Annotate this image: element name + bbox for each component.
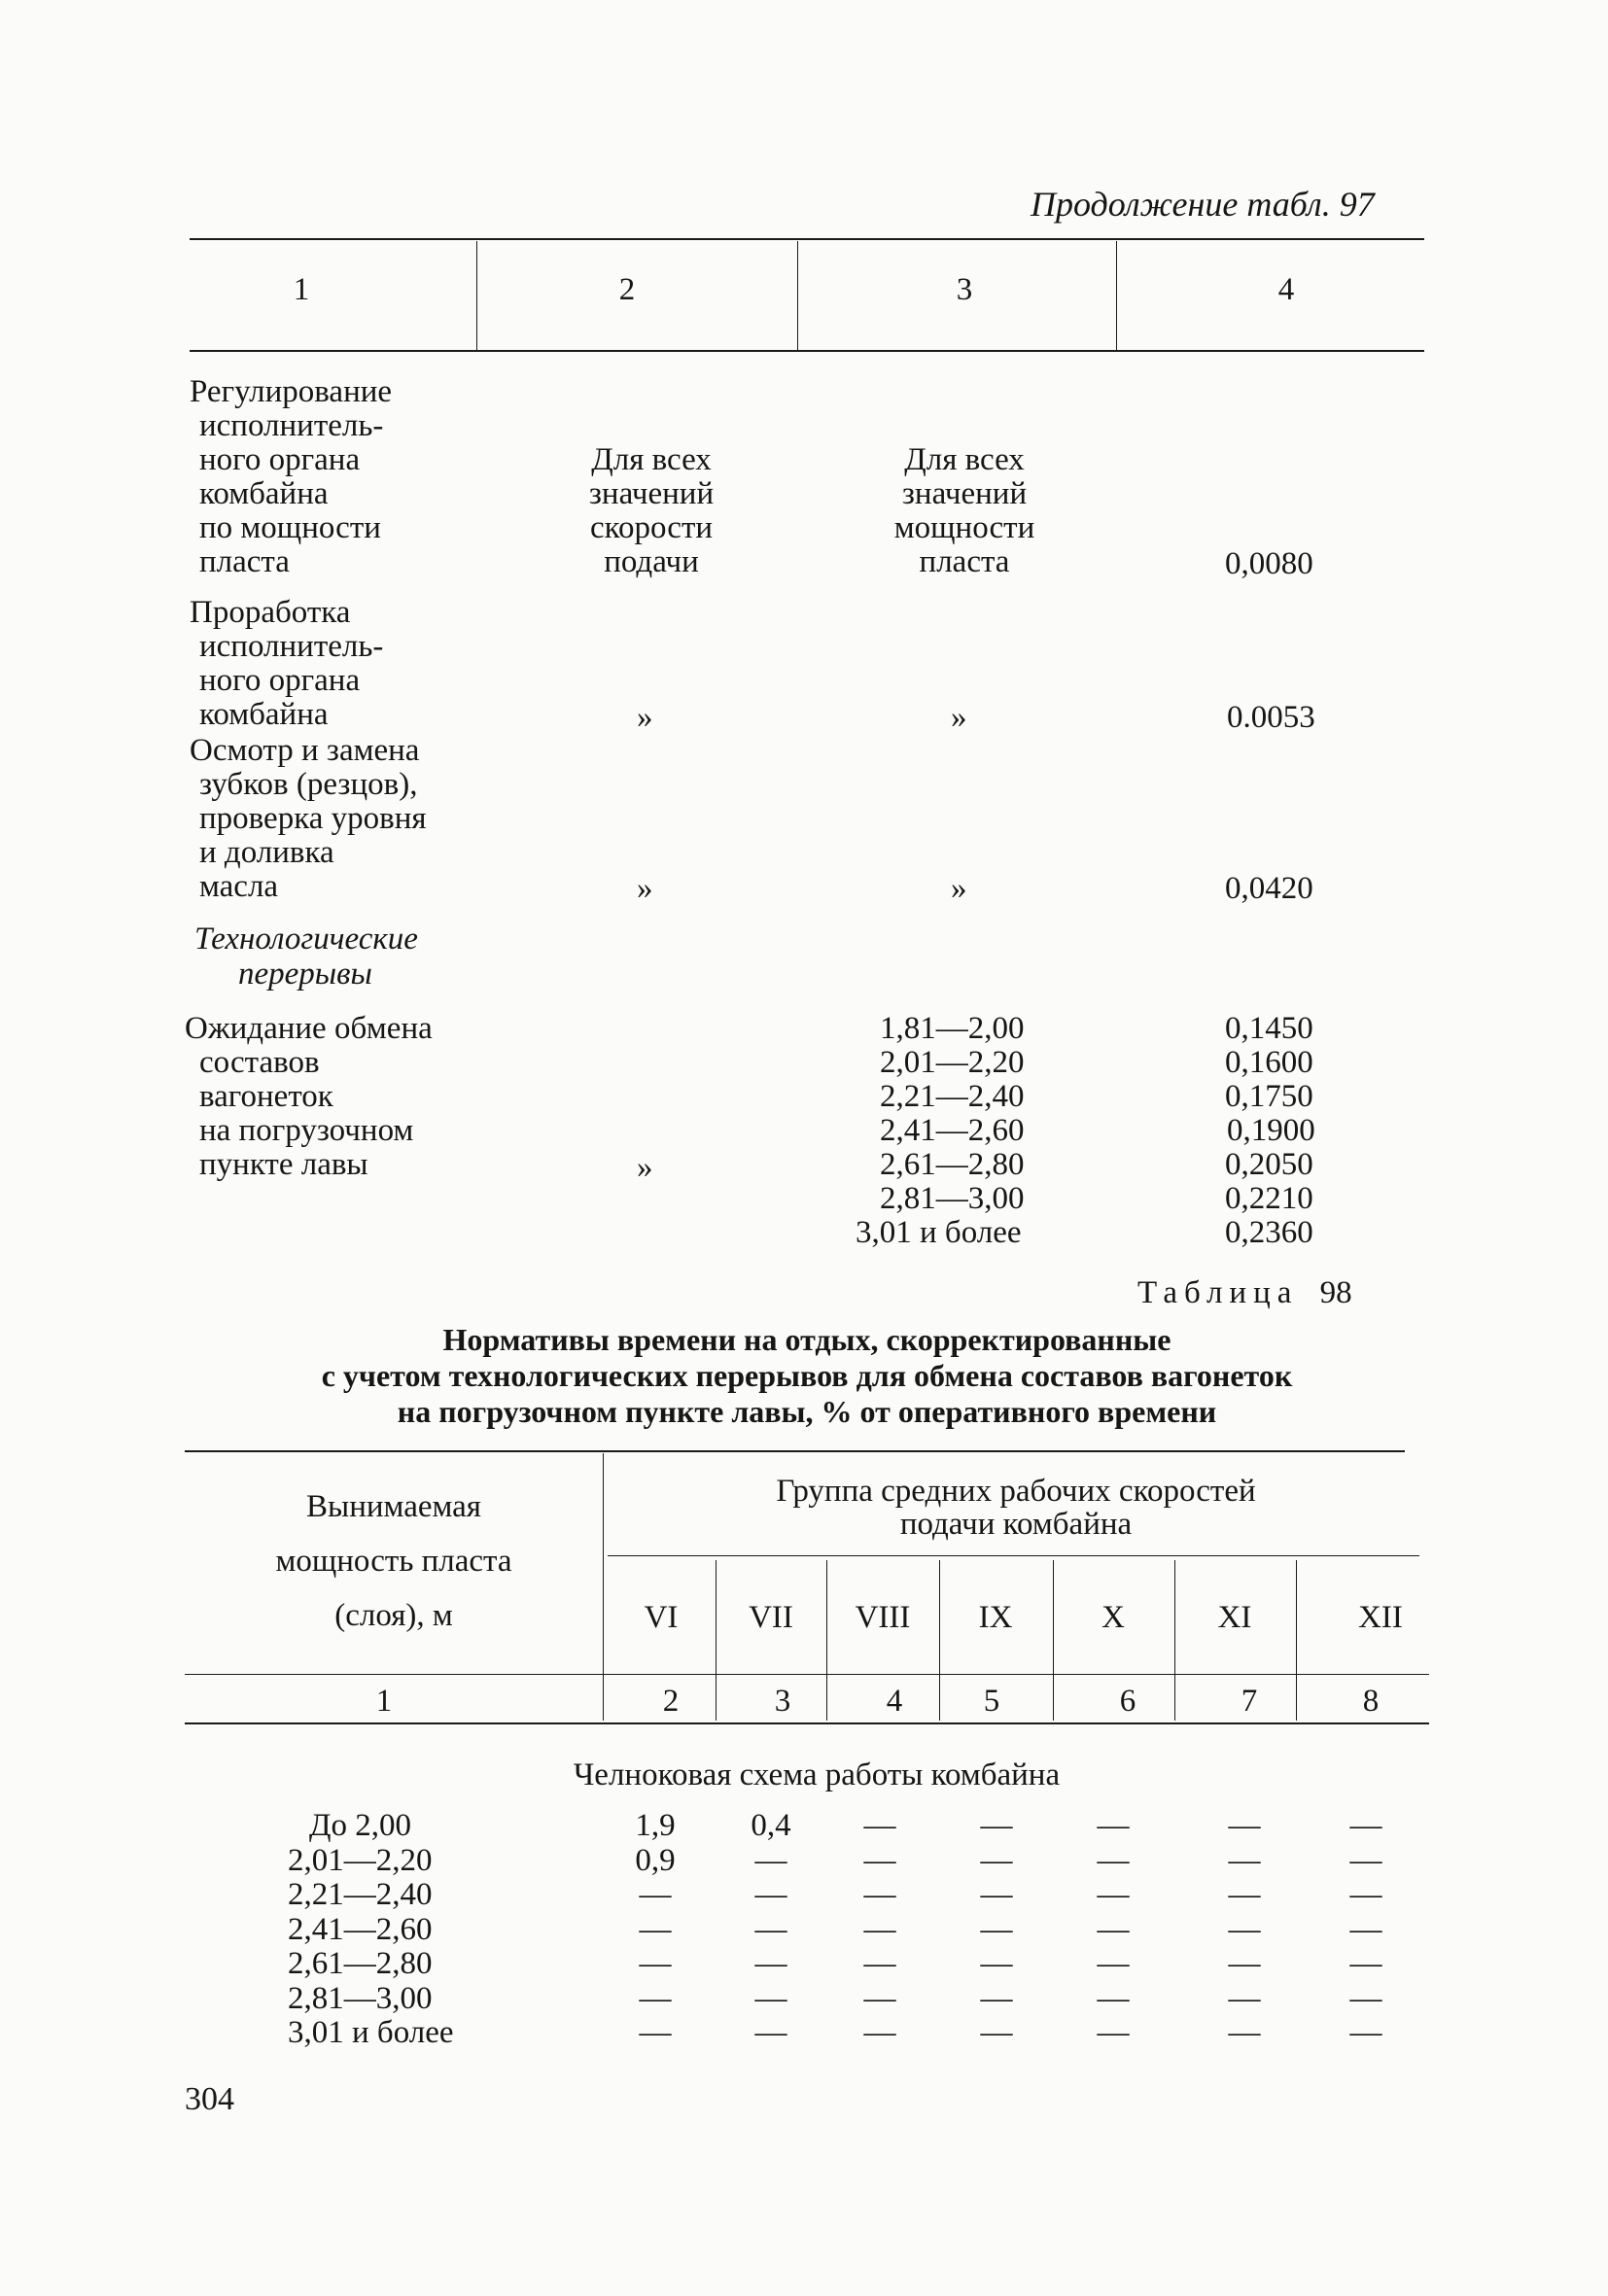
t98-head-left-l3: (слоя), м bbox=[334, 1598, 453, 1633]
t97-r5-c3-l1: 1,81—2,00 bbox=[880, 1011, 1025, 1046]
table-cell: — bbox=[980, 1946, 1013, 1981]
t98-colnum-rule bbox=[185, 1722, 1429, 1724]
table-cell: — bbox=[863, 1808, 896, 1843]
t98-left-divider bbox=[603, 1453, 604, 1721]
t97-r5-c3-l7: 3,01 и более bbox=[856, 1215, 1022, 1250]
t97-r2-c1-l2: исполнитель- bbox=[199, 629, 384, 664]
t97-r1-c3-l1: Для всех bbox=[904, 442, 1025, 477]
t98-colnum-1: 1 bbox=[375, 1684, 393, 1719]
t98-section-title: Челноковая схема работы комбайна bbox=[573, 1757, 1061, 1792]
t97-r3-c1-l4: и доливка bbox=[199, 835, 334, 870]
t97-r3-c3: » bbox=[951, 871, 967, 906]
table-cell: — bbox=[863, 2015, 896, 2050]
t98-colnum-8: 8 bbox=[1362, 1684, 1380, 1719]
table-cell: — bbox=[863, 1946, 896, 1981]
t97-r1-c1-l2: исполнитель- bbox=[199, 408, 384, 443]
table-cell: — bbox=[1097, 1980, 1130, 2016]
t98-label-number: 98 bbox=[1319, 1275, 1352, 1310]
t97-r5-c3-l3: 2,21—2,40 bbox=[880, 1079, 1025, 1114]
table-cell: — bbox=[1228, 1877, 1261, 1912]
table-cell: 0,9 bbox=[635, 1842, 676, 1878]
t97-head-3: 3 bbox=[956, 272, 973, 307]
table-cell: — bbox=[980, 1911, 1013, 1947]
t97-r5-c1-l1: Ожидание обмена bbox=[185, 1011, 433, 1046]
t98-title-l1: Нормативы времени на отдых, скорректированные bbox=[442, 1322, 1171, 1357]
table-cell: — bbox=[1097, 1911, 1130, 1947]
t98-colnum-2: 2 bbox=[662, 1684, 680, 1719]
table-cell: — bbox=[980, 1980, 1013, 2016]
t97-r1-c4: 0,0080 bbox=[1225, 546, 1313, 581]
t97-section-l1: Технологические bbox=[194, 922, 418, 957]
t97-r2-c2: » bbox=[637, 700, 653, 735]
t97-r2-c3: » bbox=[951, 700, 967, 735]
table-cell: — bbox=[754, 1911, 787, 1947]
table-cell: — bbox=[1228, 1980, 1261, 2016]
t97-r5-c4-l7: 0,2360 bbox=[1225, 1215, 1313, 1250]
t98-title-l2: с учетом технологических перерывов для обмена составов вагонеток bbox=[321, 1358, 1293, 1393]
t97-r5-c4-l4: 0,1900 bbox=[1227, 1113, 1315, 1148]
table-cell: — bbox=[1349, 1842, 1382, 1878]
t98-top-rule bbox=[185, 1450, 1405, 1452]
table-cell: — bbox=[754, 1980, 787, 2016]
t98-group-rule bbox=[608, 1555, 1419, 1556]
table-row-label: 2,41—2,60 bbox=[288, 1911, 433, 1947]
t97-top-rule bbox=[190, 238, 1424, 240]
t98-colnum-5: 5 bbox=[983, 1684, 1000, 1719]
t97-r5-c1-l3: вагонеток bbox=[199, 1079, 333, 1114]
table-cell: — bbox=[1228, 1842, 1261, 1878]
table-cell: — bbox=[1228, 2015, 1261, 2050]
t97-col-divider-3 bbox=[1116, 241, 1117, 350]
table-cell: — bbox=[980, 2015, 1013, 2050]
t98-colnum-3: 3 bbox=[774, 1684, 791, 1719]
table-cell: — bbox=[1097, 1842, 1130, 1878]
table-cell: — bbox=[1097, 1946, 1130, 1981]
t97-col-divider-1 bbox=[476, 241, 477, 350]
table-cell: — bbox=[863, 1842, 896, 1878]
t97-r5-c3-l5: 2,61—2,80 bbox=[880, 1147, 1025, 1182]
table-cell: — bbox=[754, 1946, 787, 1981]
t97-r3-c1-l1: Осмотр и замена bbox=[190, 733, 420, 768]
table-row-label: 2,61—2,80 bbox=[288, 1946, 433, 1981]
table-cell: — bbox=[754, 1877, 787, 1912]
t97-r5-c4-l6: 0,2210 bbox=[1225, 1181, 1313, 1216]
table-cell: — bbox=[639, 1980, 672, 2016]
t98-head-group-l1: Группа средних рабочих скоростей bbox=[776, 1474, 1256, 1509]
table-row-label: До 2,00 bbox=[309, 1808, 412, 1843]
table-cell: 1,9 bbox=[635, 1808, 676, 1843]
table-row-label: 2,01—2,20 bbox=[288, 1842, 433, 1878]
t98-title-l3: на погрузочном пункте лавы, % от оперативного времени bbox=[397, 1394, 1217, 1429]
t98-group-IX: IX bbox=[978, 1600, 1013, 1635]
table-cell: — bbox=[1097, 2015, 1130, 2050]
t97-r1-c2-l2: значений bbox=[588, 476, 715, 511]
t97-r2-c1-l4: комбайна bbox=[199, 697, 329, 732]
table-cell: — bbox=[980, 1842, 1013, 1878]
table-cell: — bbox=[1228, 1911, 1261, 1947]
t98-gdiv-6 bbox=[1296, 1560, 1297, 1721]
table-cell: — bbox=[1228, 1946, 1261, 1981]
t97-r3-c1-l2: зубков (резцов), bbox=[199, 767, 418, 802]
t98-gdiv-5 bbox=[1174, 1560, 1175, 1721]
table-cell: — bbox=[863, 1980, 896, 2016]
t98-head-left-l1: Вынимаемая bbox=[306, 1489, 481, 1524]
t97-r1-c3-l2: значений bbox=[901, 476, 1028, 511]
t98-colnum-7: 7 bbox=[1241, 1684, 1258, 1719]
t97-r2-c4: 0.0053 bbox=[1227, 700, 1315, 735]
t98-gdiv-1 bbox=[716, 1560, 717, 1721]
t97-r1-c1-l6: пласта bbox=[199, 544, 290, 579]
t97-r5-c1-l5: пункте лавы bbox=[199, 1147, 368, 1182]
table-cell: — bbox=[1349, 1877, 1382, 1912]
t98-colnum-6: 6 bbox=[1119, 1684, 1136, 1719]
t97-r5-c1-l2: составов bbox=[199, 1045, 320, 1080]
t98-group-X: X bbox=[1101, 1600, 1125, 1635]
t97-r5-c1-l4: на погрузочном bbox=[199, 1113, 414, 1148]
t97-r5-c4-l5: 0,2050 bbox=[1225, 1147, 1313, 1182]
table-cell: — bbox=[980, 1877, 1013, 1912]
t98-group-VIII: VIII bbox=[855, 1600, 911, 1635]
t98-group-VII: VII bbox=[749, 1600, 793, 1635]
t98-colnum-4: 4 bbox=[886, 1684, 903, 1719]
table-cell: — bbox=[754, 1842, 787, 1878]
t97-r3-c2: » bbox=[637, 871, 653, 906]
t97-r1-c3-l4: пласта bbox=[919, 544, 1010, 579]
t97-r3-c4: 0,0420 bbox=[1225, 871, 1313, 906]
table-cell: — bbox=[639, 1911, 672, 1947]
t98-head-group-l2: подачи комбайна bbox=[899, 1507, 1133, 1542]
t97-r1-c2-l3: скорости bbox=[589, 510, 714, 545]
t97-r1-c2-l1: Для всех bbox=[591, 442, 712, 477]
t97-r1-c2-l4: подачи bbox=[604, 544, 699, 579]
table-cell: — bbox=[639, 2015, 672, 2050]
t98-label-word: Таблица bbox=[1137, 1275, 1299, 1310]
table-row-label: 2,81—3,00 bbox=[288, 1980, 433, 2016]
t98-gdiv-4 bbox=[1053, 1560, 1054, 1721]
t97-head-4: 4 bbox=[1277, 272, 1295, 307]
t97-r1-c1-l5: по мощности bbox=[199, 510, 381, 545]
t97-r2-c1-l3: ного органа bbox=[199, 663, 361, 698]
t97-r2-c1-l1: Проработка bbox=[190, 595, 351, 630]
table-cell: — bbox=[1349, 1808, 1382, 1843]
t98-group-XII: XII bbox=[1358, 1600, 1403, 1635]
table-cell: — bbox=[1097, 1808, 1130, 1843]
t97-r5-c2: » bbox=[637, 1150, 653, 1185]
table-row-label: 3,01 и более bbox=[288, 2015, 454, 2050]
t98-group-XI: XI bbox=[1217, 1600, 1252, 1635]
t98-gdiv-2 bbox=[826, 1560, 827, 1721]
table-cell: — bbox=[639, 1877, 672, 1912]
t97-r5-c4-l3: 0,1750 bbox=[1225, 1079, 1313, 1114]
t97-r1-c1-l4: комбайна bbox=[199, 476, 329, 511]
page-number: 304 bbox=[185, 2081, 234, 2117]
table-cell: — bbox=[1349, 1946, 1382, 1981]
t97-head-1: 1 bbox=[293, 272, 310, 307]
t97-r1-c1-l1: Регулирование bbox=[190, 374, 393, 409]
t98-group-VI: VI bbox=[644, 1600, 679, 1635]
table-row-label: 2,21—2,40 bbox=[288, 1877, 433, 1912]
t98-label bbox=[1137, 1275, 1352, 1310]
table-cell: — bbox=[754, 2015, 787, 2050]
table-cell: — bbox=[639, 1946, 672, 1981]
t97-r5-c3-l4: 2,41—2,60 bbox=[880, 1113, 1025, 1148]
t97-header-rule bbox=[190, 350, 1424, 352]
table-cell: — bbox=[1349, 1980, 1382, 2016]
t97-r1-c3-l3: мощности bbox=[893, 510, 1035, 545]
t97-r5-c4-l1: 0,1450 bbox=[1225, 1011, 1313, 1046]
table-cell: 0,4 bbox=[751, 1808, 791, 1843]
t97-r5-c4-l2: 0,1600 bbox=[1225, 1045, 1313, 1080]
t97-section-l2: перерывы bbox=[238, 957, 372, 991]
table-cell: — bbox=[863, 1877, 896, 1912]
t98-header-rule bbox=[185, 1674, 1429, 1675]
table-cell: — bbox=[1349, 1911, 1382, 1947]
t97-r3-c1-l3: проверка уровня bbox=[199, 801, 427, 836]
table-cell: — bbox=[980, 1808, 1013, 1843]
table-cell: — bbox=[1228, 1808, 1261, 1843]
continuation-caption: Продолжение табл. 97 bbox=[1031, 185, 1375, 224]
t98-gdiv-3 bbox=[939, 1560, 940, 1721]
t97-r5-c3-l6: 2,81—3,00 bbox=[880, 1181, 1025, 1216]
t97-r5-c3-l2: 2,01—2,20 bbox=[880, 1045, 1025, 1080]
t97-r1-c1-l3: ного органа bbox=[199, 442, 361, 477]
t97-r3-c1-l5: масла bbox=[199, 869, 279, 904]
t98-head-left-l2: мощность пласта bbox=[275, 1544, 512, 1579]
t97-col-divider-2 bbox=[797, 241, 798, 350]
table-cell: — bbox=[1349, 2015, 1382, 2050]
table-cell: — bbox=[863, 1911, 896, 1947]
t97-head-2: 2 bbox=[618, 272, 636, 307]
table-cell: — bbox=[1097, 1877, 1130, 1912]
